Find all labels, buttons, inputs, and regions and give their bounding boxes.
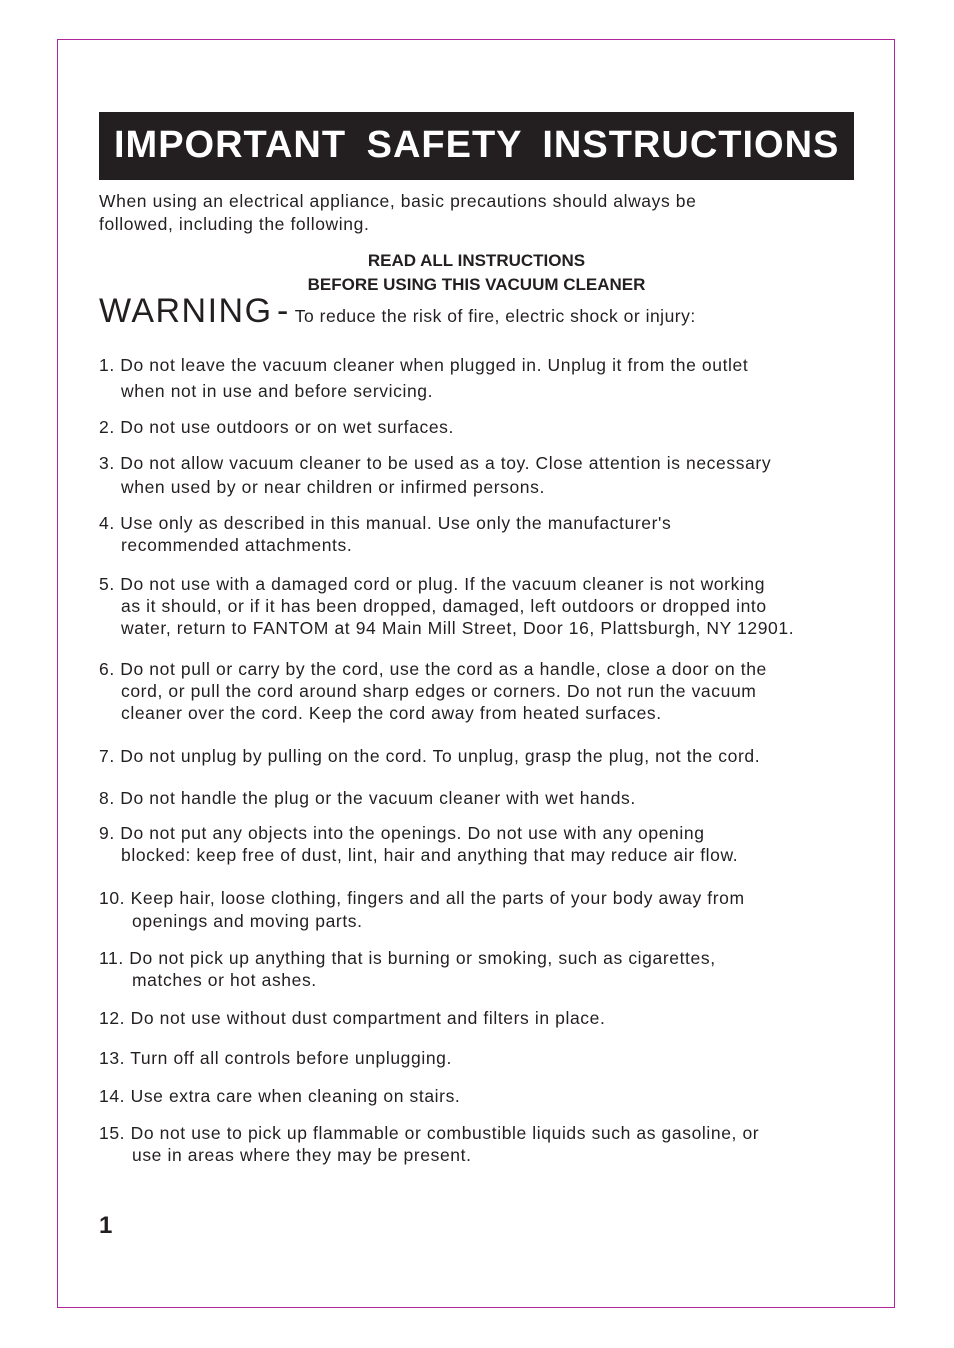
instruction-line: 5. Do not use with a damaged cord or plug. If the vacuum cleaner is not working (99, 574, 766, 594)
instruction-line: 1. Do not leave the vacuum cleaner when plugged in. Unplug it from the outlet (99, 355, 749, 375)
instruction-line: openings and moving parts. (132, 911, 363, 931)
instruction-item-13 (99, 1047, 879, 1069)
instruction-line: 11. Do not pick up anything that is burning or smoking, such as cigarettes, (99, 948, 716, 968)
warning-line (99, 292, 696, 331)
instruction-item-11 (99, 947, 879, 991)
instruction-line: as it should, or if it has been dropped, damaged, left outdoors or dropped into (121, 596, 767, 616)
instruction-item-10 (99, 887, 879, 932)
instruction-item-4 (99, 512, 879, 556)
instruction-line: 4. Use only as described in this manual. Use only the manufacturer's (99, 513, 672, 533)
warning-text: To reduce the risk of fire, electric shock or injury: (294, 306, 696, 326)
instruction-line: matches or hot ashes. (132, 970, 317, 990)
instruction-item-15 (99, 1122, 879, 1166)
instruction-line: 9. Do not put any objects into the openings. Do not use with any opening (99, 823, 705, 843)
read-instructions-notice (99, 249, 854, 297)
instruction-line: 12. Do not use without dust compartment and filters in place. (99, 1008, 606, 1028)
instruction-line: 15. Do not use to pick up flammable or combustible liquids such as gasoline, or (99, 1123, 760, 1143)
page-number: 1 (99, 1212, 113, 1239)
intro-line: followed, including the following. (99, 214, 370, 234)
instruction-line: use in areas where they may be present. (132, 1145, 472, 1165)
intro-line: When using an electrical appliance, basic precautions should always be (99, 191, 697, 211)
read-notice-line: READ ALL INSTRUCTIONS (367, 251, 586, 270)
instruction-item-3 (99, 452, 879, 498)
instruction-line: 7. Do not unplug by pulling on the cord. To unplug, grasp the plug, not the cord. (99, 746, 761, 766)
instruction-item-14 (99, 1085, 879, 1107)
read-notice-line: BEFORE USING THIS VACUUM CLEANER (307, 275, 646, 294)
instruction-item-8 (99, 787, 879, 809)
instruction-line: cord, or pull the cord around sharp edges or corners. Do not run the vacuum (121, 681, 757, 701)
instruction-item-12 (99, 1007, 879, 1029)
warning-heading: WARNING (99, 292, 273, 330)
instruction-line: 13. Turn off all controls before unplugging. (99, 1048, 452, 1068)
title-banner (99, 112, 854, 180)
instruction-line: 8. Do not handle the plug or the vacuum cleaner with wet hands. (99, 788, 636, 808)
instruction-line: 6. Do not pull or carry by the cord, use the cord as a handle, close a door on the (99, 659, 767, 679)
page-title: IMPORTANT SAFETY INSTRUCTIONS (114, 124, 840, 166)
instruction-line: water, return to FANTOM at 94 Main Mill Street, Door 16, Plattsburgh, NY 12901. (121, 618, 795, 638)
instruction-line: 10. Keep hair, loose clothing, fingers and all the parts of your body away from (99, 888, 745, 908)
instruction-item-2 (99, 416, 879, 438)
instruction-line: cleaner over the cord. Keep the cord away from heated surfaces. (121, 703, 662, 723)
instruction-item-7 (99, 745, 879, 767)
instruction-item-6 (99, 658, 879, 724)
instruction-item-9 (99, 822, 879, 866)
warning-dash: - (277, 292, 289, 330)
intro-paragraph (99, 190, 859, 236)
instruction-item-5 (99, 573, 879, 639)
instruction-line: 14. Use extra care when cleaning on stairs. (99, 1086, 461, 1106)
instruction-line: when used by or near children or infirmed persons. (121, 477, 545, 497)
instruction-line: blocked: keep free of dust, lint, hair and anything that may reduce air flow. (121, 845, 739, 865)
instruction-line: 3. Do not allow vacuum cleaner to be used as a toy. Close attention is necessary (99, 453, 772, 473)
instruction-line: recommended attachments. (121, 535, 353, 555)
instruction-item-1 (99, 354, 879, 402)
instruction-line: when not in use and before servicing. (121, 381, 434, 401)
instruction-line: 2. Do not use outdoors or on wet surfaces. (99, 417, 454, 437)
